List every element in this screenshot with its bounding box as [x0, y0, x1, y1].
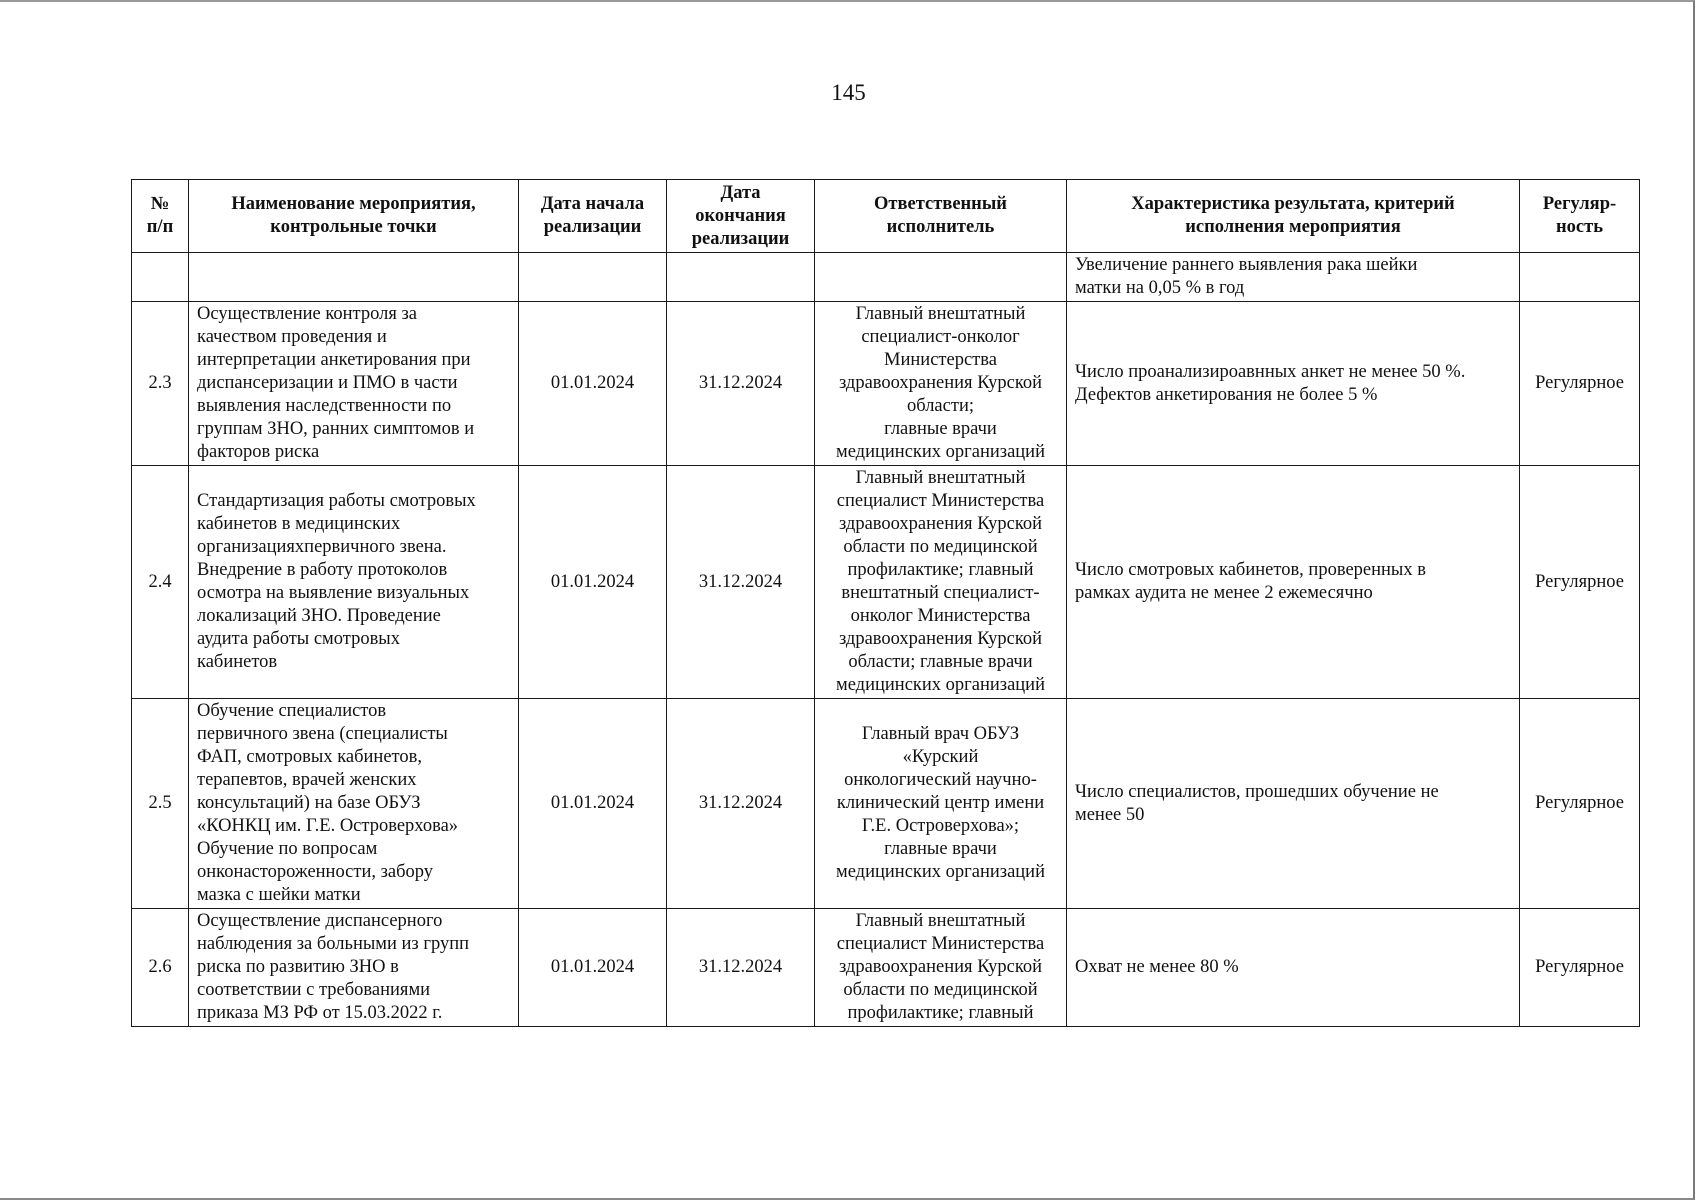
table-row — [132, 466, 1640, 699]
row-start-date: 01.01.2024 — [519, 909, 667, 1027]
page-number: 145 — [831, 80, 866, 105]
table-row — [132, 253, 1640, 302]
row-number — [132, 253, 189, 302]
header-activity-name: Наименование мероприятия, контрольные точки — [189, 180, 519, 253]
table-row — [132, 909, 1640, 1027]
row-result: Число смотровых кабинетов, проверенных в рамках аудита не менее 2 ежемесячно — [1067, 466, 1520, 699]
row-start-date — [519, 253, 667, 302]
table-header-row — [132, 180, 1640, 253]
row-activity-name: Осуществление диспансерного наблюдения за больными из групп риска по развитию ЗНО в соответствии с требованиями приказа МЗ РФ от 15.03.2022 г. — [189, 909, 519, 1027]
row-responsible: Главный врач ОБУЗ «Курский онкологический научно- клинический центр имени Г.Е. Островерхова»; главные врачи медицинских организаций — [815, 699, 1067, 909]
row-result: Охват не менее 80 % — [1067, 909, 1520, 1027]
row-responsible — [815, 253, 1067, 302]
row-number: 2.3 — [132, 302, 189, 466]
row-number: 2.4 — [132, 466, 189, 699]
row-regularity: Регулярное — [1520, 302, 1640, 466]
header-end-date: Дата окончания реализации — [667, 180, 815, 253]
row-responsible: Главный внештатный специалист Министерства здравоохранения Курской области по медицинской профилактике; главный — [815, 909, 1067, 1027]
row-start-date: 01.01.2024 — [519, 699, 667, 909]
row-activity-name: Осуществление контроля за качеством проведения и интерпретации анкетирования при диспансеризации и ПМО в части выявления наследственности по группам ЗНО, ранних симптомов и факторов риска — [189, 302, 519, 466]
row-end-date: 31.12.2024 — [667, 302, 815, 466]
header-number: № п/п — [132, 180, 189, 253]
header-regularity: Регуляр- ность — [1520, 180, 1640, 253]
header-start-date: Дата начала реализации — [519, 180, 667, 253]
row-end-date: 31.12.2024 — [667, 466, 815, 699]
row-start-date: 01.01.2024 — [519, 302, 667, 466]
row-activity-name: Обучение специалистов первичного звена (специалисты ФАП, смотровых кабинетов, терапевтов, врачей женских консультаций) на базе ОБУЗ «КОНКЦ им. Г.Е. Островерхова» Обучение по вопросам онконастороженности, забору мазка с шейки матки — [189, 699, 519, 909]
row-number: 2.6 — [132, 909, 189, 1027]
row-regularity: Регулярное — [1520, 699, 1640, 909]
row-activity-name: Стандартизация работы смотровых кабинетов в медицинских организацияхпервичного звена. Внедрение в работу протоколов осмотра на выявление визуальных локализаций ЗНО. Проведение аудита работы смотровых кабинетов — [189, 466, 519, 699]
row-regularity — [1520, 253, 1640, 302]
row-end-date: 31.12.2024 — [667, 909, 815, 1027]
row-result: Число проанализироавнных анкет не менее 50 %. Дефектов анкетирования не более 5 % — [1067, 302, 1520, 466]
row-start-date: 01.01.2024 — [519, 466, 667, 699]
activity-plan-table — [131, 179, 1640, 1027]
row-regularity: Регулярное — [1520, 909, 1640, 1027]
table-row — [132, 699, 1640, 909]
row-end-date — [667, 253, 815, 302]
header-responsible: Ответственный исполнитель — [815, 180, 1067, 253]
row-responsible: Главный внештатный специалист-онколог Министерства здравоохранения Курской области; главные врачи медицинских организаций — [815, 302, 1067, 466]
header-result: Характеристика результата, критерий исполнения мероприятия — [1067, 180, 1520, 253]
table-row — [132, 302, 1640, 466]
row-result: Увеличение раннего выявления рака шейки матки на 0,05 % в год — [1067, 253, 1520, 302]
row-result: Число специалистов, прошедших обучение не менее 50 — [1067, 699, 1520, 909]
row-number: 2.5 — [132, 699, 189, 909]
row-end-date: 31.12.2024 — [667, 699, 815, 909]
row-activity-name — [189, 253, 519, 302]
row-regularity: Регулярное — [1520, 466, 1640, 699]
row-responsible: Главный внештатный специалист Министерства здравоохранения Курской области по медицинской профилактике; главный внештатный специалист- онколог Министерства здравоохранения Курской области; главные врачи медицинских организаций — [815, 466, 1067, 699]
